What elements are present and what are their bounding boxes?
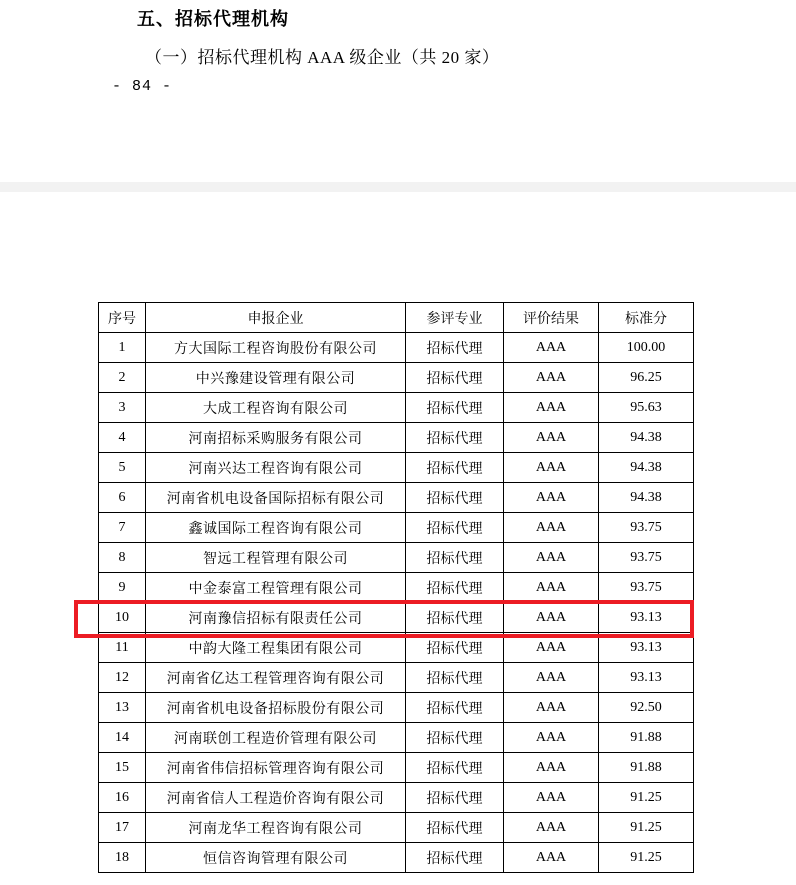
- cell-index: 13: [99, 693, 146, 723]
- cell-major: 招标代理: [406, 393, 504, 423]
- cell-major: 招标代理: [406, 693, 504, 723]
- cell-index: 17: [99, 813, 146, 843]
- cell-score: 93.13: [599, 603, 694, 633]
- cell-score: 93.13: [599, 663, 694, 693]
- cell-major: 招标代理: [406, 333, 504, 363]
- column-header-score: 标准分: [599, 303, 694, 333]
- column-header-index: 序号: [99, 303, 146, 333]
- cell-major: 招标代理: [406, 603, 504, 633]
- cell-company: 恒信咨询管理有限公司: [146, 843, 406, 873]
- document-page-top: [0, 0, 796, 182]
- table-row: [99, 453, 694, 483]
- cell-index: 2: [99, 363, 146, 393]
- cell-index: 12: [99, 663, 146, 693]
- cell-score: 91.25: [599, 843, 694, 873]
- cell-company: 中韵大隆工程集团有限公司: [146, 633, 406, 663]
- cell-index: 15: [99, 753, 146, 783]
- cell-company: 河南兴达工程咨询有限公司: [146, 453, 406, 483]
- cell-company: 河南招标采购服务有限公司: [146, 423, 406, 453]
- cell-major: 招标代理: [406, 723, 504, 753]
- cell-result: AAA: [504, 723, 599, 753]
- table-row: [99, 633, 694, 663]
- document-page-bottom: [0, 192, 796, 885]
- cell-index: 4: [99, 423, 146, 453]
- cell-company: 河南省机电设备招标股份有限公司: [146, 693, 406, 723]
- cell-score: 100.00: [599, 333, 694, 363]
- cell-score: 94.38: [599, 483, 694, 513]
- cell-score: 92.50: [599, 693, 694, 723]
- cell-score: 93.75: [599, 513, 694, 543]
- cell-result: AAA: [504, 423, 599, 453]
- cell-index: 8: [99, 543, 146, 573]
- cell-company: 大成工程咨询有限公司: [146, 393, 406, 423]
- table-row: [99, 723, 694, 753]
- table-row: [99, 483, 694, 513]
- table-row: [99, 753, 694, 783]
- cell-result: AAA: [504, 393, 599, 423]
- cell-score: 96.25: [599, 363, 694, 393]
- cell-result: AAA: [504, 753, 599, 783]
- cell-company: 河南联创工程造价管理有限公司: [146, 723, 406, 753]
- cell-result: AAA: [504, 783, 599, 813]
- table-row: [99, 813, 694, 843]
- table-header: [99, 303, 694, 333]
- sub-heading: （一）招标代理机构 AAA 级企业（共 20 家）: [145, 48, 500, 67]
- cell-index: 7: [99, 513, 146, 543]
- table-body: [99, 333, 694, 873]
- cell-index: 10: [99, 603, 146, 633]
- table-row: [99, 363, 694, 393]
- cell-index: 3: [99, 393, 146, 423]
- cell-major: 招标代理: [406, 483, 504, 513]
- table-row: [99, 693, 694, 723]
- table-row: [99, 513, 694, 543]
- cell-company: 河南龙华工程咨询有限公司: [146, 813, 406, 843]
- cell-score: 93.75: [599, 573, 694, 603]
- cell-index: 9: [99, 573, 146, 603]
- cell-major: 招标代理: [406, 423, 504, 453]
- cell-company: 鑫诚国际工程咨询有限公司: [146, 513, 406, 543]
- cell-score: 91.88: [599, 723, 694, 753]
- table-row: [99, 573, 694, 603]
- cell-result: AAA: [504, 663, 599, 693]
- cell-company: 中金泰富工程管理有限公司: [146, 573, 406, 603]
- aaa-agency-table: [98, 302, 694, 873]
- cell-company: 河南豫信招标有限责任公司: [146, 603, 406, 633]
- page-number: - 84 -: [112, 78, 173, 95]
- table-row: [99, 423, 694, 453]
- cell-major: 招标代理: [406, 813, 504, 843]
- cell-score: 93.75: [599, 543, 694, 573]
- table-row: [99, 543, 694, 573]
- cell-company: 智远工程管理有限公司: [146, 543, 406, 573]
- cell-score: 91.25: [599, 813, 694, 843]
- cell-company: 河南省信人工程造价咨询有限公司: [146, 783, 406, 813]
- column-header-major: 参评专业: [406, 303, 504, 333]
- cell-result: AAA: [504, 543, 599, 573]
- cell-company: 中兴豫建设管理有限公司: [146, 363, 406, 393]
- section-heading: 五、招标代理机构: [137, 9, 289, 29]
- cell-major: 招标代理: [406, 663, 504, 693]
- table-row: [99, 393, 694, 423]
- cell-result: AAA: [504, 513, 599, 543]
- cell-score: 94.38: [599, 453, 694, 483]
- cell-index: 16: [99, 783, 146, 813]
- page-separator: [0, 182, 796, 192]
- table-row-highlighted: [99, 603, 694, 633]
- cell-score: 94.38: [599, 423, 694, 453]
- cell-major: 招标代理: [406, 633, 504, 663]
- column-header-result: 评价结果: [504, 303, 599, 333]
- cell-score: 91.25: [599, 783, 694, 813]
- table-row: [99, 783, 694, 813]
- table-row: [99, 333, 694, 363]
- cell-major: 招标代理: [406, 753, 504, 783]
- cell-company: 河南省亿达工程管理咨询有限公司: [146, 663, 406, 693]
- cell-result: AAA: [504, 633, 599, 663]
- cell-score: 91.88: [599, 753, 694, 783]
- cell-result: AAA: [504, 573, 599, 603]
- cell-major: 招标代理: [406, 783, 504, 813]
- cell-major: 招标代理: [406, 843, 504, 873]
- cell-company: 河南省机电设备国际招标有限公司: [146, 483, 406, 513]
- cell-score: 95.63: [599, 393, 694, 423]
- cell-result: AAA: [504, 603, 599, 633]
- column-header-company: 申报企业: [146, 303, 406, 333]
- cell-result: AAA: [504, 483, 599, 513]
- cell-index: 5: [99, 453, 146, 483]
- cell-index: 1: [99, 333, 146, 363]
- cell-major: 招标代理: [406, 543, 504, 573]
- cell-result: AAA: [504, 843, 599, 873]
- table-header-row: [99, 303, 694, 333]
- cell-index: 11: [99, 633, 146, 663]
- cell-result: AAA: [504, 333, 599, 363]
- table-row: [99, 663, 694, 693]
- cell-result: AAA: [504, 453, 599, 483]
- cell-index: 6: [99, 483, 146, 513]
- cell-result: AAA: [504, 813, 599, 843]
- cell-major: 招标代理: [406, 453, 504, 483]
- cell-index: 14: [99, 723, 146, 753]
- cell-major: 招标代理: [406, 513, 504, 543]
- cell-result: AAA: [504, 693, 599, 723]
- cell-index: 18: [99, 843, 146, 873]
- cell-company: 方大国际工程咨询股份有限公司: [146, 333, 406, 363]
- cell-major: 招标代理: [406, 573, 504, 603]
- cell-company: 河南省伟信招标管理咨询有限公司: [146, 753, 406, 783]
- cell-result: AAA: [504, 363, 599, 393]
- cell-score: 93.13: [599, 633, 694, 663]
- cell-major: 招标代理: [406, 363, 504, 393]
- table-row: [99, 843, 694, 873]
